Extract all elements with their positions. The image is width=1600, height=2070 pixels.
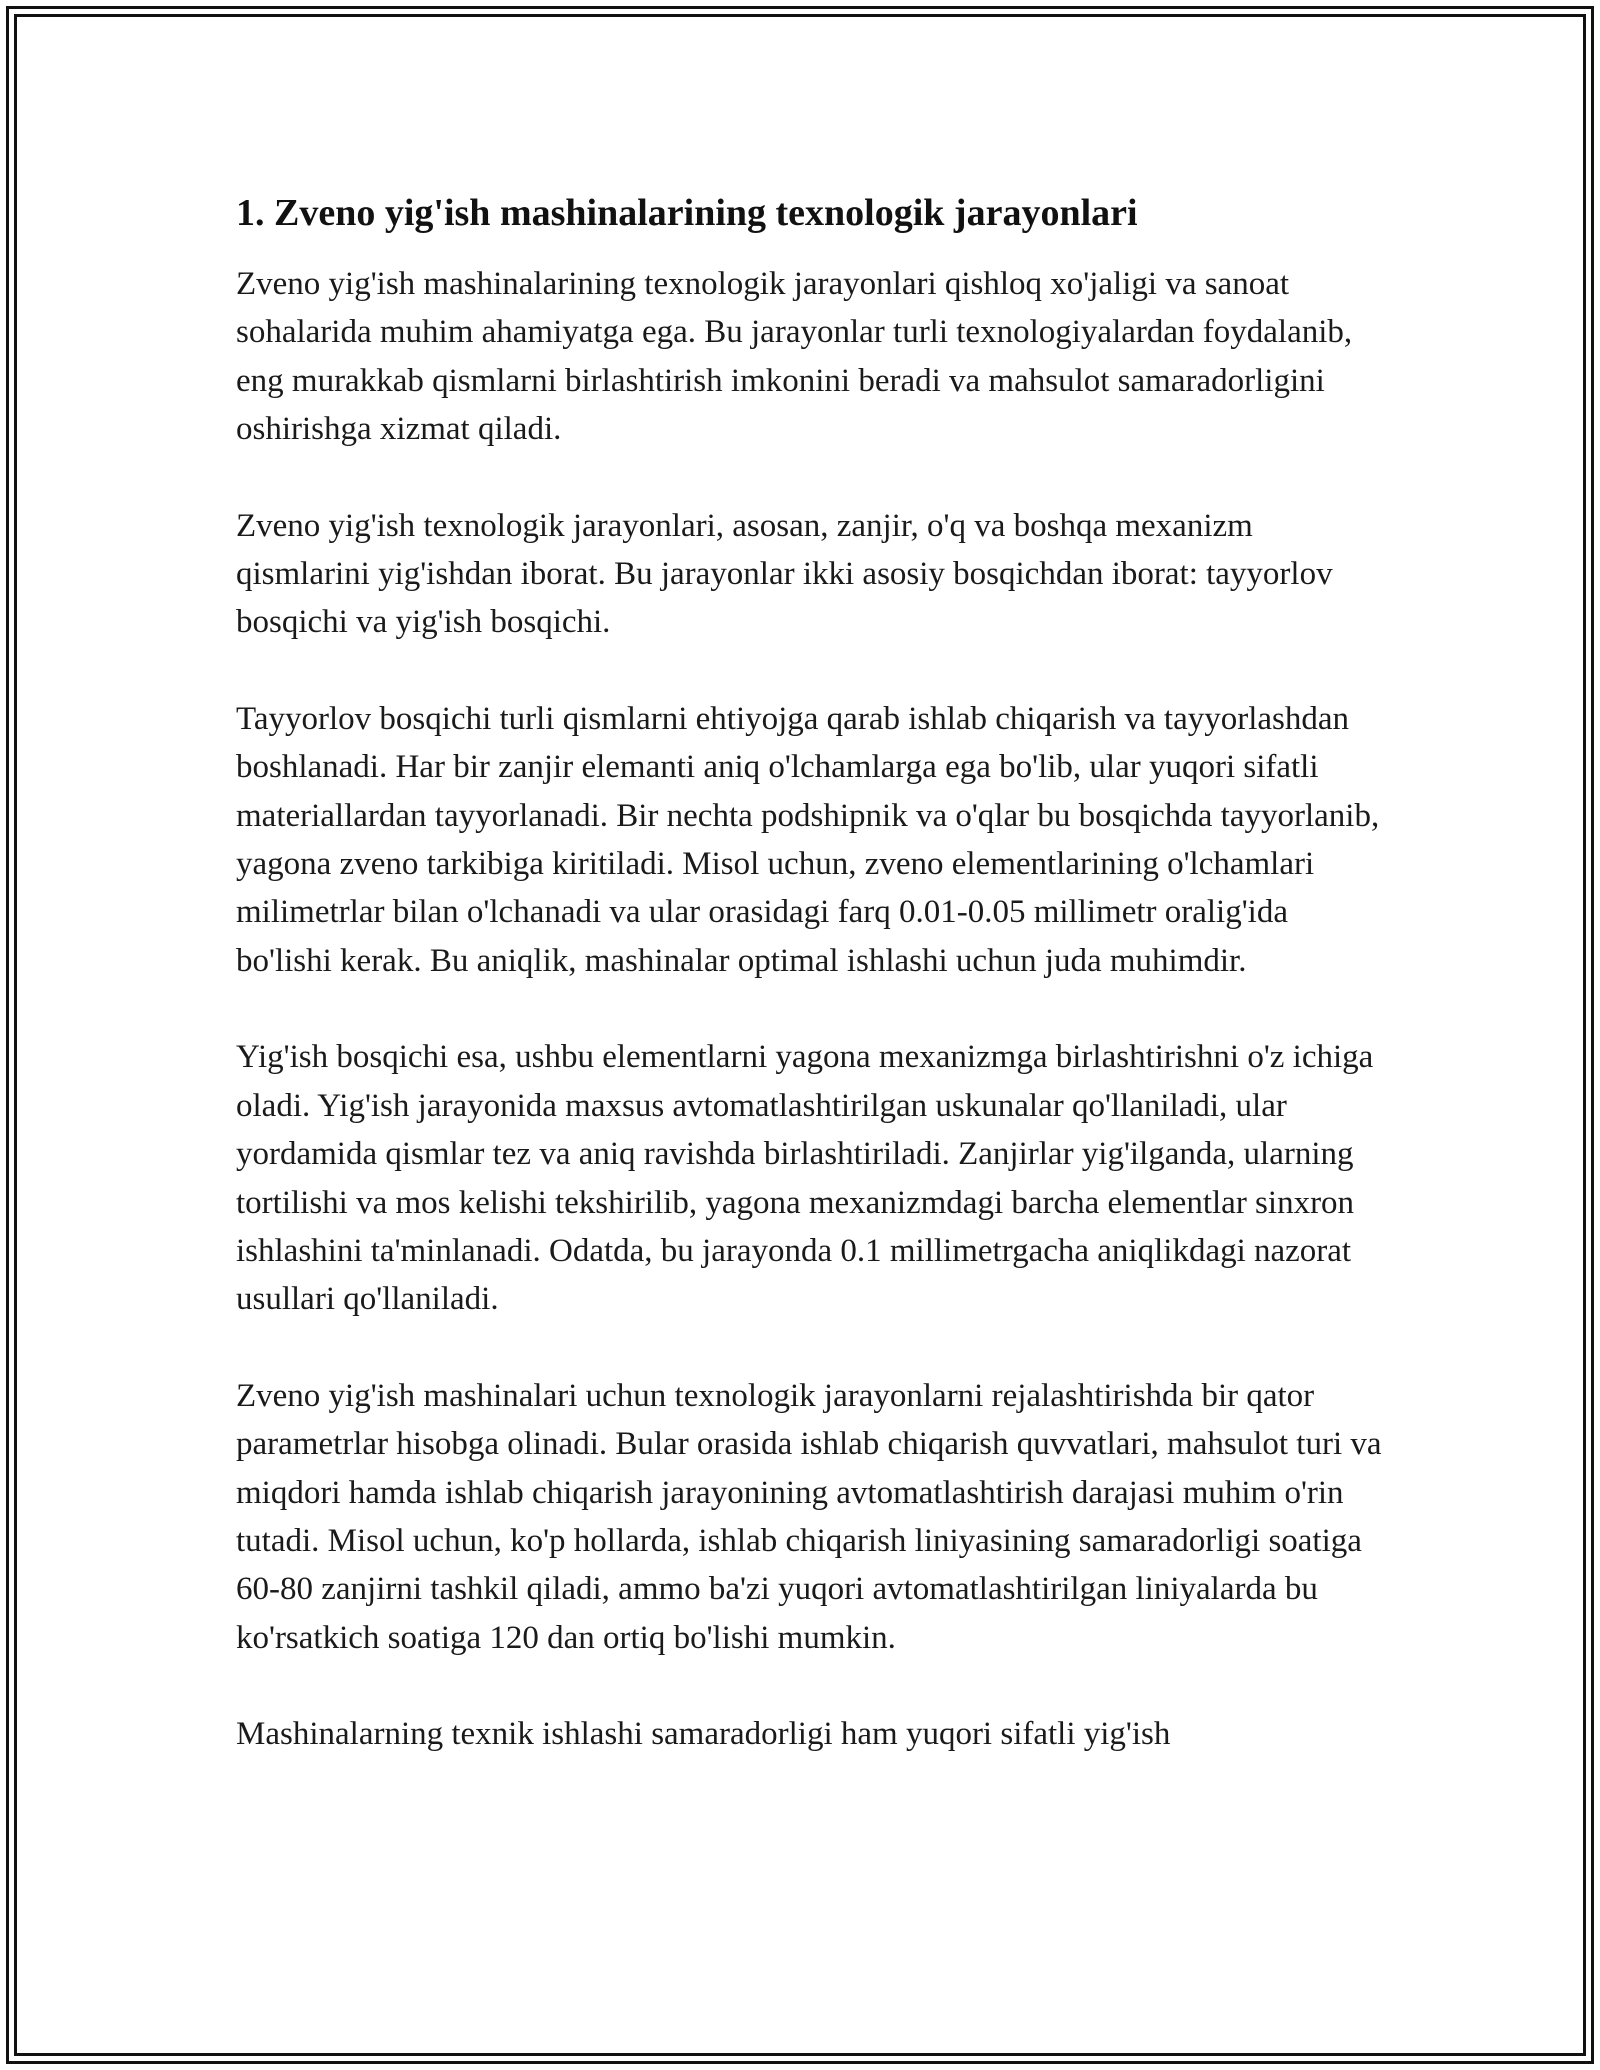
- paragraph-3: Tayyorlov bosqichi turli qismlarni ehtiyojga qarab ishlab chiqarish va tayyorlashdan boshlanadi. Har bir zanjir elemanti aniq o'lchamlarga ega bo'lib, ular yuqori sifatli materiallardan tayyorlanadi. Bir nechta podshipnik va o'qlar bu bosqichda tayyorlanib, yagona zveno tarkibiga kiritiladi. Misol uchun, zveno elementlarining o'lchamlari milimetrlar bilan o'lchanadi va ular orasidagi farq 0.01-0.05 millimetr oralig'ida bo'lishi kerak. Bu aniqlik, mashinalar optimal ishlashi uchun juda muhimdir.: [236, 700, 1380, 979]
- paragraph-2: Zveno yig'ish texnologik jarayonlari, asosan, zanjir, o'q va boshqa mexanizm qismlarini yig'ishdan iborat. Bu jarayonlar ikki asosiy bosqichdan iborat: tayyorlov bosqichi va yig'ish bosqichi.: [236, 507, 1333, 641]
- paragraph-1: Zveno yig'ish mashinalarining texnologik jarayonlari qishloq xo'jaligi va sanoat sohalarida muhim ahamiyatga ega. Bu jarayonlar turli texnologiyalardan foydalanib, eng murakkab qismlarni birlashtirish imkonini beradi va mahsulot samaradorligini oshirishga xizmat qiladi.: [236, 266, 1353, 448]
- paragraph-5: Zveno yig'ish mashinalari uchun texnologik jarayonlarni rejalashtirishda bir qator parametrlar hisobga olinadi. Bular orasida ishlab chiqarish quvvatlari, mahsulot turi va miqdori hamda ishlab chiqarish jarayonining avtomatlashtirish darajasi muhim o'rin tutadi. Misol uchun, ko'p hollarda, ishlab chiqarish liniyasining samaradorligi soatiga 60-80 zanjirni tashkil qiladi, ammo ba'zi yuqori avtomatlashtirilgan liniyalarda bu ko'rsatkich soatiga 120 dan ortiq bo'lishi mumkin.: [236, 1377, 1382, 1656]
- section-heading: 1. Zveno yig'ish mashinalarining texnologik jarayonlari: [236, 192, 1138, 234]
- document-body: [236, 186, 1386, 1807]
- paragraph-6: Mashinalarning texnik ishlashi samaradorligi ham yuqori sifatli yig'ish: [236, 1716, 1171, 1753]
- paragraph-4: Yig'ish bosqichi esa, ushbu elementlarni yagona mexanizmga birlashtirishni o'z ichiga oladi. Yig'ish jarayonida maxsus avtomatlashtirilgan uskunalar qo'llaniladi, ular yordamida qismlar tez va aniq ravishda birlashtiriladi. Zanjirlar yig'ilganda, ularning tortilishi va mos kelishi tekshirilib, yagona mexanizmdagi barcha elementlar sinxron ishlashini ta'minlanadi. Odatda, bu jarayonda 0.1 millimetrgacha aniqlikdagi nazorat usullari qo'llaniladi.: [236, 1039, 1374, 1318]
